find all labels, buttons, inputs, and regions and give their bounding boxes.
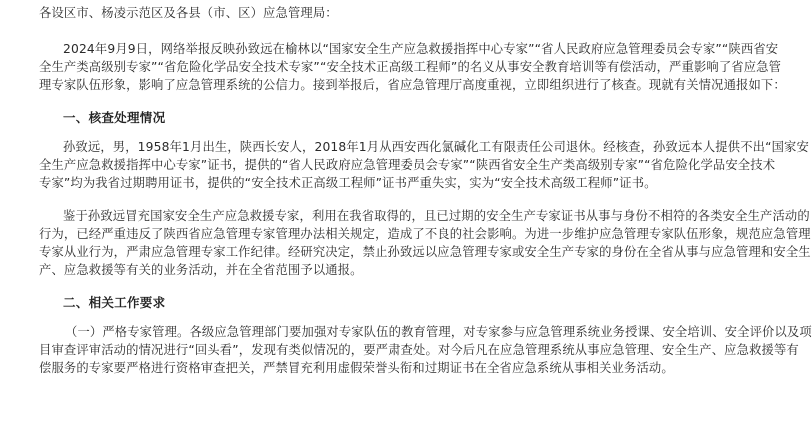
text-line: 偿服务的专家要严格进行资格审查把关，严禁冒充利用虚假荣誉头衔和过期证书在全省应急系统从事相关业务活动。: [39, 361, 674, 375]
intro-paragraph: [39, 40, 786, 94]
text-line: 专家”均为我省过期聘用证书，提供的“安全技术正高级工程师”证书严重失实，实为“安全技术高级工程师”证书。: [39, 176, 657, 190]
text-line: （一）严格专家管理。各级应急管理部门要加强对专家队伍的教育管理，对专家参与应急管理系统业务授课、安全培训、安全评价以及项: [65, 325, 812, 339]
text-line: 专家从业行为，严肃应急管理专家工作纪律。经研究决定，禁止孙致远以应急管理专家或安全生产专家的身份在全省从事与应急管理和安全生: [39, 245, 811, 259]
text-line: 目审查评审活动的情况进行“回头看”，发现有类似情况的，要严肃查处。对今后凡在应急管理系统从事应急管理、安全生产、应急救援等有: [39, 343, 799, 357]
addressee-line: 各设区市、杨凌示范区及各县（市、区）应急管理局：: [39, 6, 338, 20]
text-line: 行为，已经严重违反了陕西省应急管理专家管理办法相关规定，造成了不良的社会影响。为进一步维护应急管理专家队伍形象，规范应急管理: [39, 227, 811, 241]
verification-paragraph: [39, 138, 809, 192]
section-heading-requirements: 二、相关工作要求: [63, 295, 166, 310]
section-heading-verification: 一、核查处理情况: [63, 110, 166, 125]
text-line: 产、应急救援等有关的业务活动，并在全省范围予以通报。: [39, 263, 363, 277]
text-line: 全生产应急救援指挥中心专家”证书，提供的“省人民政府应急管理委员会专家”“陕西省安全生产类高级别专家”“省危险化学品安全技术: [39, 158, 776, 172]
requirements-paragraph: [39, 323, 812, 377]
text-line: 2024年9月9日，网络举报反映孙致远在榆林以“国家安全生产应急救援指挥中心专家”“省人民政府应急管理委员会专家”“陕西省安: [63, 42, 779, 56]
text-line: 全生产类高级别专家”“省危险化学品安全技术专家”“安全技术正高级工程师”的名义从事安全教育培训等有偿活动，严重影响了省应急管: [39, 60, 782, 74]
text-line: 理专家队伍形象，影响了应急管理系统的公信力。接到举报后，省应急管理厅高度重视，立即组织进行了核查。现就有关情况通报如下：: [39, 78, 786, 92]
text-line: 孙致远，男，1958年1月出生，陕西长安人，2018年1月从西安西化氯碱化工有限责任公司退休。经核查，孙致远本人提供不出“国家安: [63, 140, 809, 154]
decision-paragraph: [39, 207, 811, 279]
text-line: 鉴于孙致远冒充国家安全生产应急救援专家，利用在我省取得的，且已过期的安全生产专家证书从事与身份不相符的各类安全生产活动的: [63, 209, 810, 223]
